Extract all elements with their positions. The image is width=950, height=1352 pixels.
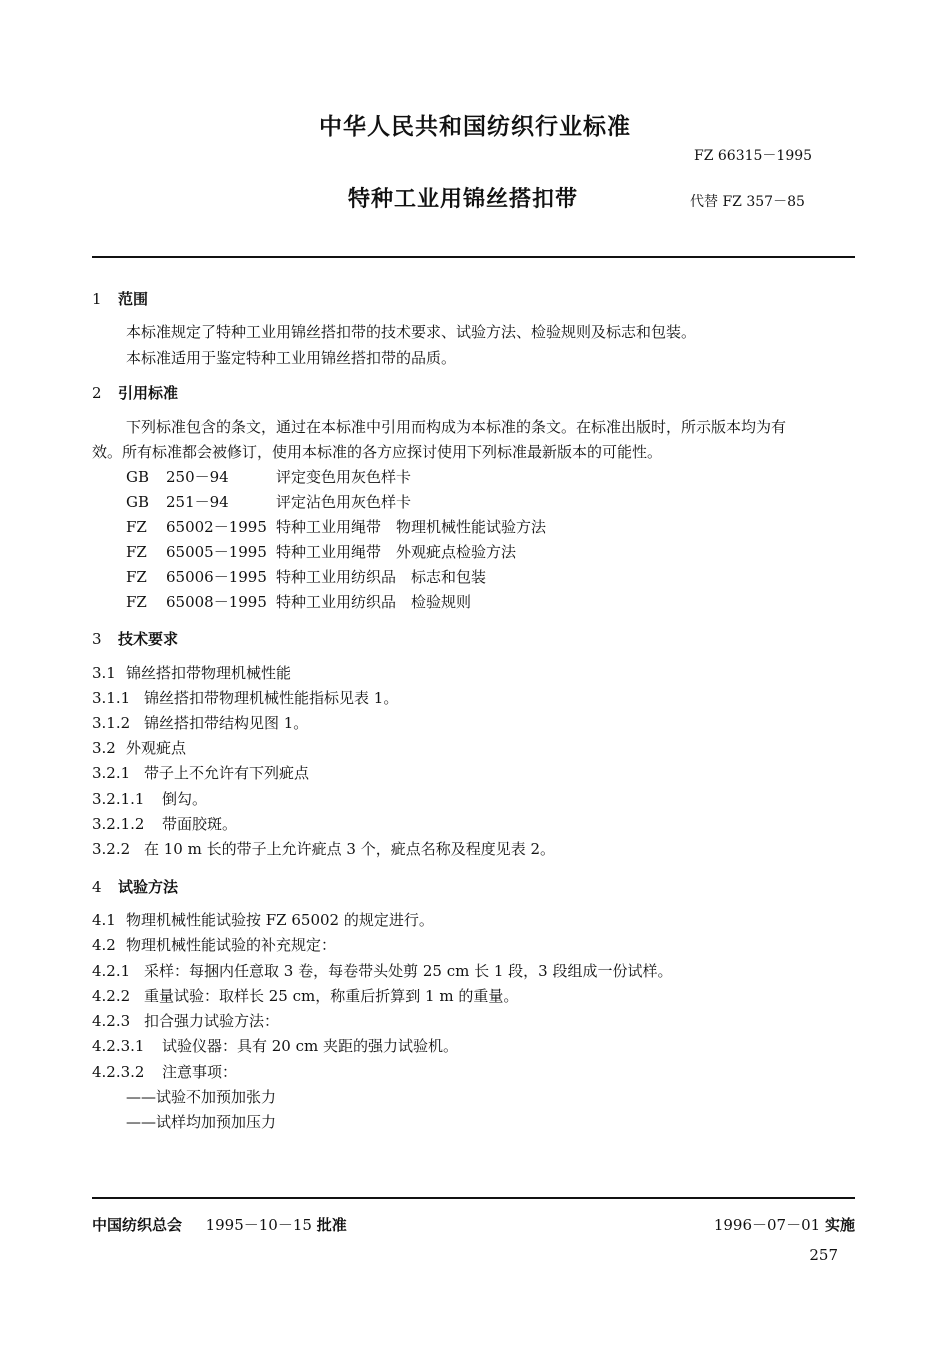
clause-number: 3.1.2	[92, 714, 131, 732]
clause-text: 倒勾。	[162, 790, 208, 808]
ref-org: FZ	[126, 543, 147, 561]
ref-org: FZ	[126, 568, 147, 586]
clause-text: 带面胶斑。	[162, 815, 238, 833]
ref-org: GB	[126, 493, 150, 511]
clause-text: 锦丝搭扣带物理机械性能	[126, 664, 292, 682]
footer-implementation	[714, 1214, 855, 1235]
section-title: 范围	[118, 290, 149, 308]
clause-number: 4.2	[92, 936, 116, 954]
clause-number: 3.2	[92, 739, 116, 757]
clause-number: 3.2.1.2	[92, 815, 145, 833]
implementation-label: 实施	[824, 1216, 855, 1234]
ref-number: 65005－1995	[166, 543, 267, 561]
section-number: 2	[92, 384, 102, 402]
clause-number: 4.2.3	[92, 1012, 131, 1030]
reference-item	[126, 541, 516, 562]
ref-name: 评定变色用灰色样卡	[276, 468, 412, 486]
reference-item	[126, 566, 486, 587]
clause-item	[92, 909, 434, 930]
clause-item	[92, 813, 237, 834]
ref-number: 65002－1995	[166, 518, 267, 536]
clause-text: 在 10 m 长的带子上允许疵点 3 个，疵点名称及程度见表 2。	[144, 840, 556, 858]
note-item: ——试验不加预加张力	[126, 1088, 277, 1106]
clause-number: 4.1	[92, 911, 116, 929]
ref-number: 65008－1995	[166, 593, 267, 611]
ref-name: 特种工业用绳带 物理机械性能试验方法	[276, 518, 547, 536]
section-title: 技术要求	[118, 630, 179, 648]
paragraph: 本标准规定了特种工业用锦丝搭扣带的技术要求、试验方法、检验规则及标志和包装。	[126, 323, 697, 341]
clause-item	[92, 838, 555, 859]
section-2-heading	[92, 382, 178, 403]
paragraph: 下列标准包含的条文，通过在本标准中引用而构成为本标准的条文。在标准出版时，所示版本均为有	[126, 418, 787, 436]
section-number: 1	[92, 290, 102, 308]
issuer: 中国纺织总会	[92, 1216, 183, 1234]
clause-item	[92, 985, 518, 1006]
clause-item	[92, 1061, 237, 1082]
ref-org: FZ	[126, 593, 147, 611]
ref-name: 特种工业用绳带 外观疵点检验方法	[276, 543, 517, 561]
footer-divider	[92, 1197, 855, 1199]
clause-item	[92, 712, 308, 733]
ref-org: FZ	[126, 518, 147, 536]
reference-item	[126, 466, 411, 487]
clause-number: 4.2.1	[92, 962, 131, 980]
clause-item	[92, 662, 291, 683]
standard-category-title: 中华人民共和国纺织行业标准	[319, 114, 631, 140]
clause-item	[92, 960, 673, 981]
clause-text: 锦丝搭扣带结构见图 1。	[144, 714, 309, 732]
section-3-heading	[92, 628, 178, 649]
approve-date: 1995－10－15	[205, 1216, 312, 1234]
clause-number: 3.1	[92, 664, 116, 682]
clause-item	[92, 762, 309, 783]
clause-number: 3.2.1.1	[92, 790, 145, 808]
ref-number: 250－94	[166, 468, 229, 486]
paragraph: 本标准适用于鉴定特种工业用锦丝搭扣带的品质。	[126, 349, 457, 367]
section-1-heading	[92, 288, 148, 309]
clause-number: 3.2.1	[92, 764, 131, 782]
section-4-heading	[92, 876, 178, 897]
clause-text: 重量试验：取样长 25 cm，称重后折算到 1 m 的重量。	[144, 987, 519, 1005]
implementation-date: 1996－07－01	[713, 1216, 821, 1234]
clause-text: 带子上不允许有下列疵点	[144, 764, 310, 782]
ref-name: 特种工业用纺织品 标志和包装	[276, 568, 487, 586]
clause-item	[92, 1035, 458, 1056]
clause-text: 注意事项：	[162, 1063, 238, 1081]
ref-org: GB	[126, 468, 150, 486]
header-divider	[92, 256, 855, 258]
clause-number: 3.2.2	[92, 840, 131, 858]
document-title: 特种工业用锦丝搭扣带	[348, 187, 579, 212]
replaces-standard: 代替 FZ 357－85	[690, 194, 805, 210]
reference-item	[126, 516, 546, 537]
clause-number: 4.2.3.2	[92, 1063, 145, 1081]
ref-number: 251－94	[166, 493, 229, 511]
clause-item	[92, 788, 207, 809]
standard-code: FZ 66315－1995	[694, 148, 813, 164]
page-number: 257	[809, 1246, 838, 1264]
section-number: 4	[92, 878, 102, 896]
clause-text: 试验仪器：具有 20 cm 夹距的强力试验机。	[162, 1037, 459, 1055]
clause-text: 外观疵点	[126, 739, 187, 757]
note-item: ——试样均加预加压力	[126, 1113, 277, 1131]
section-title: 引用标准	[118, 384, 179, 402]
section-title: 试验方法	[118, 878, 179, 896]
approve-label: 批准	[316, 1216, 347, 1234]
clause-text: 扣合强力试验方法：	[144, 1012, 280, 1030]
clause-text: 物理机械性能试验的补充规定：	[126, 936, 337, 954]
section-number: 3	[92, 630, 102, 648]
clause-item	[92, 1010, 279, 1031]
clause-number: 4.2.3.1	[92, 1037, 145, 1055]
clause-number: 3.1.1	[92, 689, 131, 707]
clause-text: 物理机械性能试验按 FZ 65002 的规定进行。	[126, 911, 434, 929]
paragraph: 效。所有标准都会被修订，使用本标准的各方应探讨使用下列标准最新版本的可能性。	[92, 443, 663, 461]
clause-item	[92, 934, 336, 955]
clause-text: 采样：每捆内任意取 3 卷，每卷带头处剪 25 cm 长 1 段，3 段组成一份试样。	[144, 962, 673, 980]
footer-approval	[92, 1214, 347, 1235]
ref-name: 评定沾色用灰色样卡	[276, 493, 412, 511]
ref-number: 65006－1995	[166, 568, 267, 586]
clause-item	[92, 737, 186, 758]
ref-name: 特种工业用纺织品 检验规则	[276, 593, 472, 611]
reference-item	[126, 491, 411, 512]
clause-text: 锦丝搭扣带物理机械性能指标见表 1。	[144, 689, 399, 707]
clause-item	[92, 687, 398, 708]
reference-item	[126, 591, 471, 612]
clause-number: 4.2.2	[92, 987, 131, 1005]
